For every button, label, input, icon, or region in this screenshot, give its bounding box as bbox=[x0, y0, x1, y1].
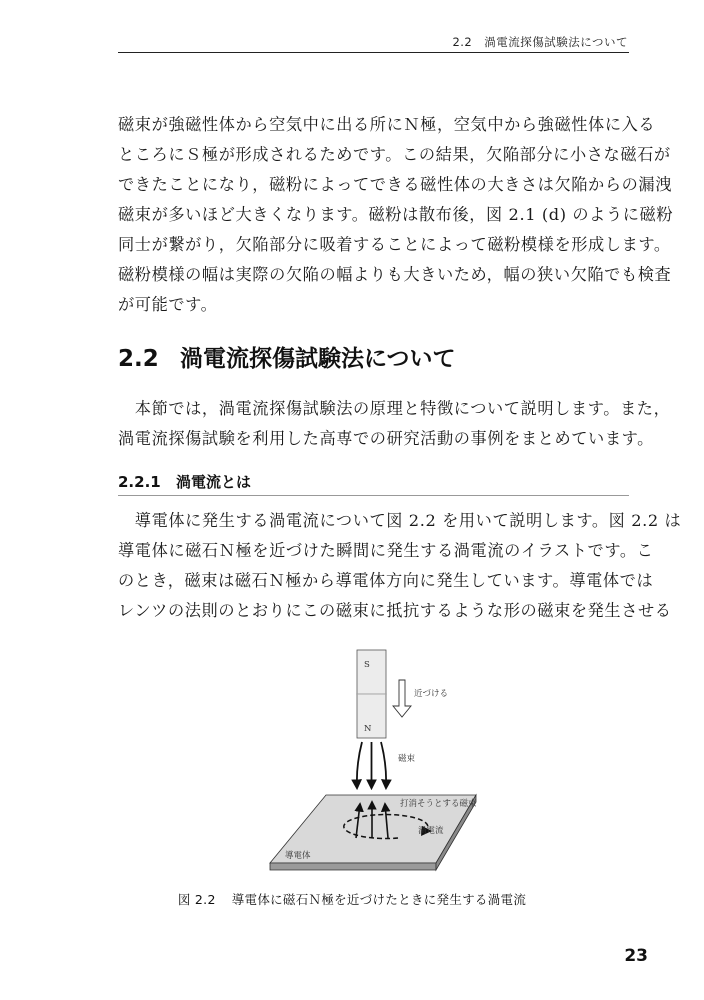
section-number: 2.2 bbox=[118, 346, 159, 372]
approach-arrow bbox=[393, 680, 411, 717]
subsection-number: 2.2.1 bbox=[118, 473, 161, 491]
magnet-n-pole-label: N bbox=[364, 724, 372, 734]
text-line: 同士が繋がり，欠陥部分に吸着することによって磁粉模様を形成します。 bbox=[118, 235, 671, 254]
subsection-title: 渦電流とは bbox=[176, 473, 252, 491]
eddy-current-label: 渦電流 bbox=[418, 826, 444, 836]
text-line: が可能です。 bbox=[118, 295, 218, 314]
text-line: 導電体に発生する渦電流について図 2.2 を用いて説明します。図 2.2 は bbox=[118, 511, 682, 530]
page-number: 23 bbox=[624, 946, 648, 966]
text-line: レンツの法則のとおりにこの磁束に抵抗するような形の磁束を発生させる bbox=[118, 601, 672, 620]
figure-number: 図 2.2 bbox=[177, 892, 216, 907]
counter-flux-label: 打消そうとする磁束 bbox=[400, 799, 477, 809]
text-line: 磁粉模様の幅は実際の欠陥の幅よりも大きいため，幅の狭い欠陥でも検査 bbox=[118, 265, 672, 284]
text-line: のとき，磁束は磁石Ｎ極から導電体方向に発生しています。導電体では bbox=[118, 571, 654, 590]
text-line: 磁束が強磁性体から空気中に出る所にＮ極，空気中から強磁性体に入る bbox=[118, 115, 656, 134]
text-line: 磁束が多いほど大きくなります。磁粉は散布後，図 2.1 (d) のように磁粉 bbox=[118, 205, 674, 224]
figure-caption-text: 導電体に磁石Ｎ極を近づけたときに発生する渦電流 bbox=[231, 892, 527, 907]
text-line: ところにＳ極が形成されるためです。この結果，欠陥部分に小さな磁石が bbox=[118, 145, 671, 164]
approach-label: 近づける bbox=[414, 689, 449, 699]
bar-magnet bbox=[357, 650, 386, 738]
text-line: 導電体に磁石Ｎ極を近づけた瞬間に発生する渦電流のイラストです。こ bbox=[118, 541, 654, 560]
magnet-s-pole-label: S bbox=[364, 660, 370, 670]
text-line: 本節では，渦電流探傷試験法の原理と特徴について説明します。また， bbox=[118, 399, 671, 418]
figure-caption bbox=[0, 890, 704, 908]
magnetic-flux-arrows bbox=[357, 742, 386, 788]
conductor-label: 導電体 bbox=[285, 851, 311, 861]
text-line: できたことになり，磁粉によってできる磁性体の大きさは欠陥からの漏洩 bbox=[118, 175, 672, 194]
running-head: 2.2 渦電流探傷試験法について bbox=[452, 35, 628, 49]
magnetic-flux-label: 磁束 bbox=[398, 754, 416, 764]
text-line: 渦電流探傷試験を利用した高専での研究活動の事例をまとめています。 bbox=[118, 429, 654, 448]
section-title: 渦電流探傷試験法について bbox=[180, 346, 456, 372]
